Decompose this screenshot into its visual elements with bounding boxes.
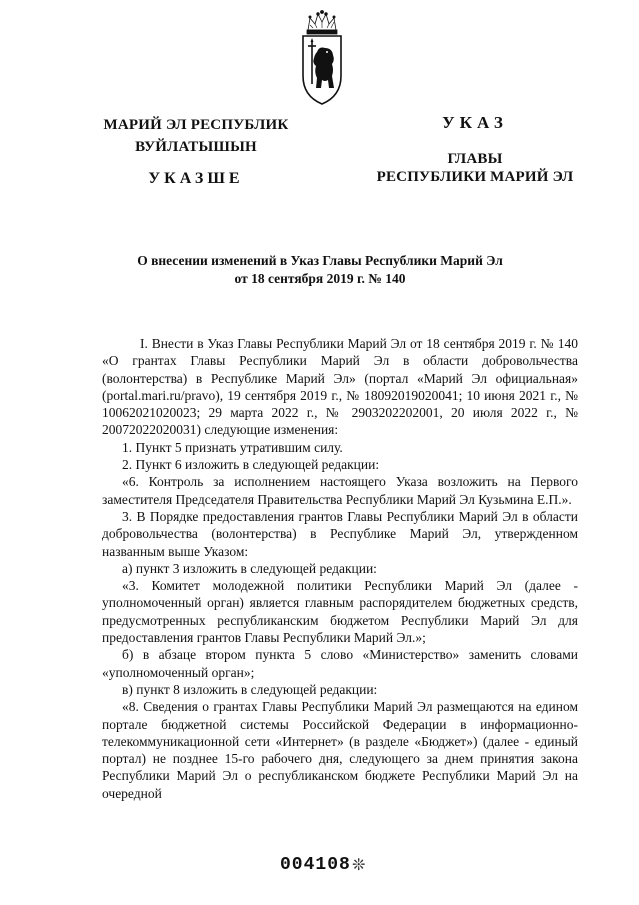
body-paragraph-3: 2. Пункт 6 изложить в следующей редакции: [122, 457, 380, 473]
body-paragraph-6: а) пункт 3 изложить в следующей редакции: [122, 560, 377, 576]
header-right-line2: ГЛАВЫ [447, 151, 503, 167]
body-paragraph-4: «6. Контроль за исполнением настоящего Указа возложить на Первого заместителя Председателя Правительства Республики Марий Эл Кузьмина Е.П.». [102, 474, 578, 507]
title-line1: О внесении изменений в Указ Главы Республики Марий Эл [137, 253, 503, 268]
header-left-line3: УКАЗШЕ [148, 170, 244, 187]
document-serial-number: 004108 [280, 855, 351, 875]
title-line2: от 18 сентября 2019 г. № 140 [234, 271, 406, 286]
body-paragraph-8: б) в абзаце втором пункта 5 слово «Министерство» заменить словами «уполномоченный орган»; [102, 647, 578, 680]
body-paragraph-10: «8. Сведения о грантах Главы Республики Марий Эл размещаются на едином портале бюджетной системы Российской Федерации в информационно-телекоммуникационной сети «Интернет» (в разделе «Бюджет») (далее - единый портал) не позднее 15-го рабочего дня, следующего за днем принятия закона Республики Марий Эл о республиканском бюджете Республики Марий Эл на очередной [102, 699, 578, 801]
body-paragraph-9: в) пункт 8 изложить в следующей редакции: [122, 681, 378, 697]
header-right-line3: РЕСПУБЛИКИ МАРИЙ ЭЛ [376, 169, 574, 185]
decree-body [102, 335, 578, 802]
decree-title [100, 252, 540, 288]
body-paragraph-7: «3. Комитет молодежной политики Республики Марий Эл (далее - уполномоченный орган) является главным распорядителем бюджетных средств, предусмотренных республиканским бюджетом Республики Марий Эл для предоставления грантов Главы Республики Марий Эл.»; [102, 578, 578, 646]
body-paragraph-1: I. Внести в Указ Главы Республики Марий Эл от 18 сентября 2019 г. № 140 «О грантах Главы Республики Марий Эл в области добровольчества (волонтерства) в Республике Марий Эл» (портал «Марий Эл официальная» (portal.mari.ru/pravo), 19 сентября 2019 г., № 18092019020041; 10 июня 2021 г., № 10062021020023; 29 марта 2022 г., № 2903202202001, 20 июля 2022 г., № 20072022020031) следующие изменения: [102, 336, 578, 438]
footer-ornament-icon: ❊ [352, 857, 366, 874]
header-right-line1: УКАЗ [442, 113, 508, 132]
body-paragraph-2: 1. Пункт 5 признать утратившим силу. [122, 439, 343, 455]
body-paragraph-5: 3. В Порядке предоставления грантов Главы Республики Марий Эл в области добровольчества (волонтерства) в Республике Марий Эл, утвержденном названным выше Указом: [102, 508, 578, 559]
header-left-line1: МАРИЙ ЭЛ РЕСПУБЛИК [103, 117, 289, 133]
coat-of-arms-icon [299, 8, 345, 108]
header-left-line2: ВУЙЛАТЫШЫН [135, 139, 257, 155]
